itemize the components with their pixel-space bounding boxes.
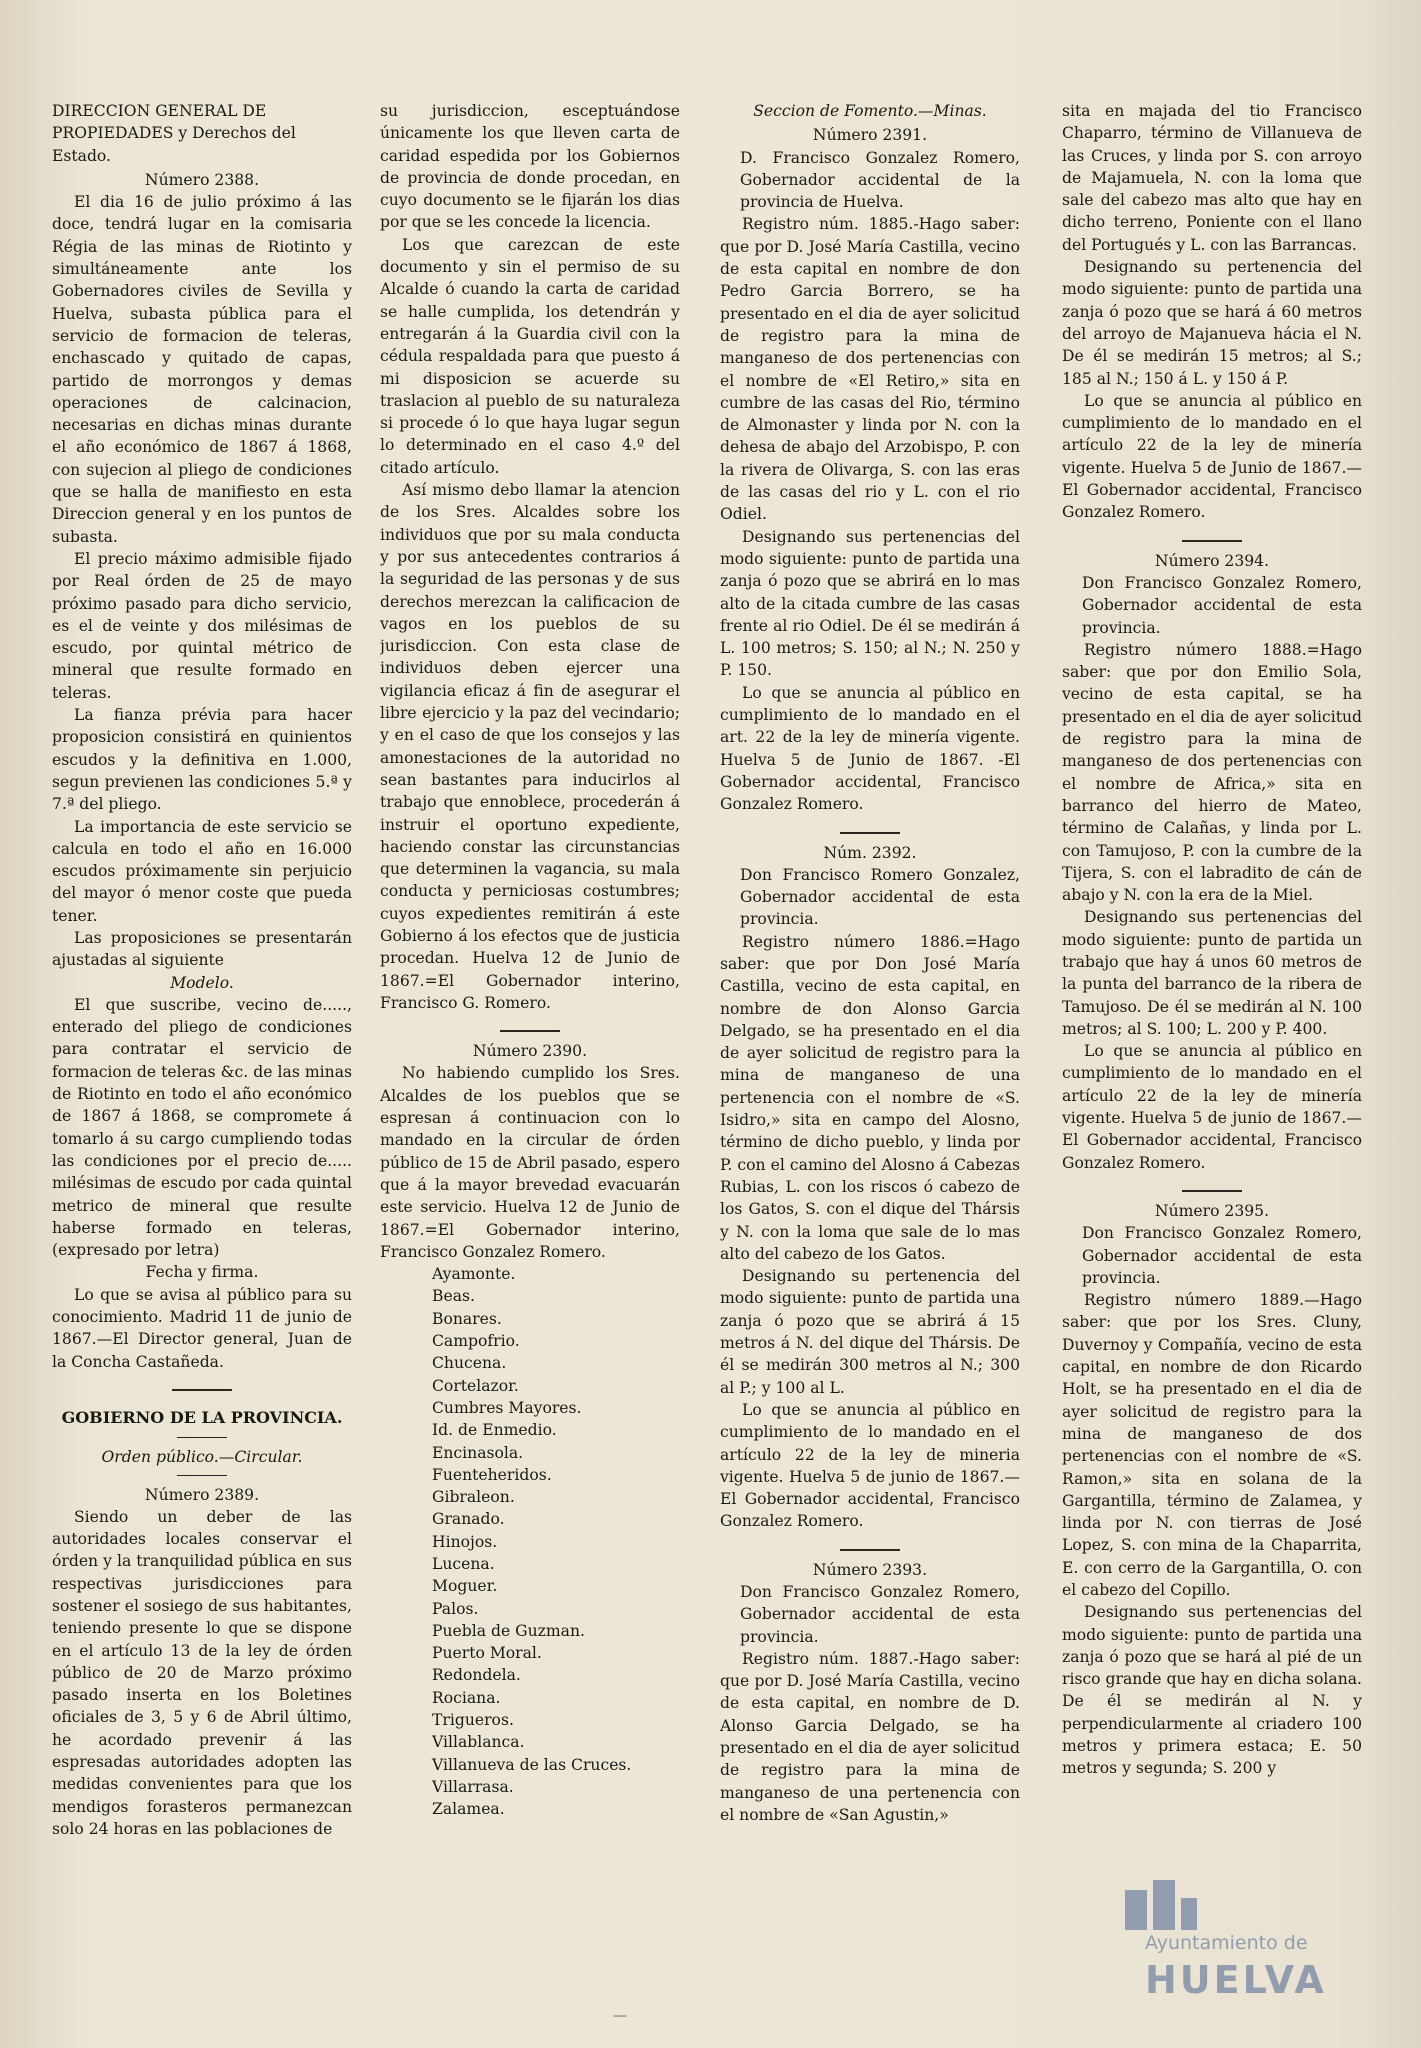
paragraph: Registro núm. 1885.-Hago saber: que por D. José María Castilla, vecino de esta capital en nombre de don Pedro Garcia Borrero, se ha presentado en el dia de ayer solicitud de registro para la mina de manganeso de dos pertenencias con el nombre de «El Retiro,» sita en cumbre de las casas del Rio, término de Almonaster y linda por N. con la dehesa de abajo del Arzobispo, P. con la rivera de Olivarga, S. con las eras de las casas del rio y L. con el rio Odiel. <box>720 215 1020 524</box>
paragraph: Designando sus pertenencias del modo siguiente: punto de partida un trabajo que hay á unos 60 metros de la punta del barranco de la ribera de Tamujoso. De él se medirán al N. 100 metros; al S. 100; L. 200 y P. 400. <box>1062 908 1362 1038</box>
town-item: Redondela. <box>432 1666 521 1685</box>
paragraph: Lo que se anuncia al público en cumplimiento de lo mandado en el art. 22 de la ley de minería vigente. Huelva 5 de Junio de 1867. -El Gobernador accidental, Francisco Gonzalez Romero. <box>720 683 1020 814</box>
city-logo-icon <box>1115 1870 1205 1940</box>
town-item: Puerto Moral. <box>432 1644 542 1663</box>
paragraph: Designando sus pertenencias del modo siguiente: punto de partida una zanja ó pozo que se hará al pié de un risco grande que hay en dicha solana. De él se medirán al N. y perpendicularmente al criadero 100 metros y primera estaca; E. 50 metros y segunda; S. 200 y <box>1062 1603 1362 1778</box>
section-title: GOBIERNO DE LA PROVINCIA. <box>61 1407 343 1427</box>
town-item: Trigueros. <box>432 1711 514 1730</box>
watermark-caption: Ayuntamiento de <box>1145 1932 1308 1954</box>
subsection-title: Seccion de Fomento.—Minas. <box>753 102 987 120</box>
divider <box>500 1030 560 1032</box>
paragraph: La importancia de este servicio se calcula en todo el año en 16.000 escudos próximamente sin perjuicio del mayor ó menor coste que pueda tener. <box>52 817 352 925</box>
town-item: Beas. <box>432 1287 475 1306</box>
town-item: Ayamonte. <box>432 1265 516 1284</box>
paragraph: No habiendo cumplido los Sres. Alcaldes de los pueblos que se espresan á continuacion con lo mandado en la circular de órden público de 15 de Abril pasado, espero que á la mayor brevedad evacuarán este servicio. Huelva 12 de Junio de 1867.=El Gobernador interino, Francisco Gonzalez Romero. <box>380 1064 680 1261</box>
town-item: Chucena. <box>432 1354 507 1373</box>
paragraph: Lo que se anuncia al público en cumplimiento de lo mandado en el artículo 22 de la ley de mineria vigente. Huelva 5 de junio de 1867.—El Gobernador accidental, Francisco Gonzalez Romero. <box>720 1400 1020 1531</box>
paragraph: El dia 16 de julio próximo á las doce, tendrá lugar en la comisaria Régia de las minas de Riotinto y simultáneamente ante los Gobernadores civiles de Sevilla y Huelva, subasta pública para el servicio de formacion de teleras, enchascado y quitado de capas, partido de morrongos y demas operaciones de calcinacion, necesarias en dichas minas durante el año económico de 1867 á 1868, con sujecion al pliego de condiciones que se halla de manifiesto en esta Direccion general y en los puntos de subasta. <box>52 193 352 546</box>
paragraph: Designando su pertenencia del modo siguiente: punto de partida una zanja ó pozo que se hará á 60 metros del arroyo de Majanueva hácia el N. De él se medirán 15 metros; al S.; 185 al N.; 150 á L. y 150 á P. <box>1062 258 1362 388</box>
paragraph: Registro núm. 1887.-Hago saber: que por D. José María Castilla, vecino de esta capital, en nombre de D. Alonso Garcia Delgado, se ha presentado en el dia de ayer solicitud de registro para la mina de manganeso de una pertenencia con el nombre de «San Agustin,» <box>720 1649 1020 1824</box>
divider <box>840 832 900 834</box>
town-item: Rociana. <box>432 1688 501 1707</box>
notice-number: Número 2394. <box>1154 551 1270 570</box>
town-item: Cumbres Mayores. <box>432 1398 582 1417</box>
notice-number: Núm. 2392. <box>823 843 917 862</box>
town-item: Puebla de Guzman. <box>432 1621 585 1640</box>
notice-number: Número 2393. <box>812 1560 928 1579</box>
archive-watermark <box>1115 1870 1385 2010</box>
divider <box>840 1549 900 1551</box>
paragraph: Los que carezcan de este documento y sin el permiso de su Alcalde ó cuando la carta de caridad se halle cumplida, los detendrán y entregarán á la Guardia civil con la cédula respaldada para que puesto á mi disposicion se acuerde su traslacion al pueblo de su naturaleza si procede ó lo que haya lugar segun lo determinado en el caso 4.º del citado artículo. <box>380 235 680 477</box>
column-2 <box>380 100 680 1975</box>
column-3 <box>720 100 1020 1975</box>
column-1 <box>52 100 352 1975</box>
town-item: Campofrio. <box>432 1332 520 1351</box>
governor-line: Don Francisco Gonzalez Romero, Gobernador accidental de esta provincia. <box>1082 573 1362 637</box>
town-item: Villarrasa. <box>432 1777 514 1796</box>
divider <box>172 1389 232 1391</box>
watermark-name: HUELVA <box>1145 1958 1327 2002</box>
paragraph: El precio máximo admisible fijado por Real órden de 25 de mayo próximo pasado para dicho servicio, es el de veinte y dos milésimas de escudo, por quintal métrico de mineral que resulte formado en teleras. <box>52 549 352 702</box>
paragraph: sita en majada del tio Francisco Chaparro, término de Villanueva de las Cruces, y linda por S. con arroyo de Majamuela, N. con la loma que sale del cabezo mas alto que hay en dicho terreno, Poniente con el llano del Portugués y L. con las Barrancas. <box>1062 102 1362 254</box>
paragraph: Designando su pertenencia del modo siguiente: punto de partida una zanja ó pozo que se abrirá á 15 metros á N. del dique del Thársis. De él se medirán 300 metros al N.; 300 al P.; y 100 al L. <box>720 1267 1020 1397</box>
town-item: Encinasola. <box>432 1443 524 1462</box>
paragraph: La fianza prévia para hacer proposicion consistirá en quinientos escudos y la definitiva en 1.000, segun previenen las condiciones 5.ª y 7.ª del pliego. <box>52 706 352 814</box>
town-item: Fuenteheridos. <box>432 1465 552 1484</box>
paragraph: Lo que se anuncia al público en cumplimiento de lo mandado en el artículo 22 de la ley de minería vigente. Huelva 5 de Junio de 1867.—El Gobernador accidental, Francisco Gonzalez Romero. <box>1062 391 1362 522</box>
page-footer-mark: — <box>613 2008 627 2024</box>
town-item: Id. de Enmedio. <box>432 1421 557 1440</box>
town-item: Zalamea. <box>432 1800 505 1819</box>
divider <box>1182 1190 1242 1192</box>
notice-number: Número 2395. <box>1154 1201 1270 1220</box>
town-item: Palos. <box>432 1599 479 1618</box>
town-list <box>380 1263 680 1820</box>
governor-line: Don Francisco Gonzalez Romero, Gobernador accidental de esta provincia. <box>740 1583 1020 1646</box>
town-item: Villablanca. <box>432 1733 525 1752</box>
notice-number: Número 2388. <box>144 170 260 189</box>
subsection-title: Orden público.—Circular. <box>101 1448 303 1467</box>
signature-line: Fecha y firma. <box>145 1263 259 1282</box>
town-item: Granado. <box>432 1510 505 1529</box>
notice-number: Número 2389. <box>144 1485 260 1504</box>
town-item: Bonares. <box>432 1309 502 1328</box>
model-heading: Modelo. <box>170 973 234 992</box>
section-header: DIRECCION GENERAL DE PROPIEDADES y Derechos del Estado. <box>52 102 296 165</box>
town-item: Lucena. <box>432 1555 495 1573</box>
paragraph: Así mismo debo llamar la atencion de los Sres. Alcaldes sobre los individuos que por su mala conducta y por sus antecedentes contrarios á la seguridad de las personas y de sus derechos merezcan la calificacion de vagos en los pueblos de su jurisdiccion. Con esta clase de individuos deben ejercer una vigilancia eficaz á fin de asegurar el libre ejercicio y la paz del vecindario; y en el caso de que los consejos y las amonestaciones de la autoridad no sean bastantes para inducirlos al trabajo que ennoblece, procederán á instruir el oportuno expediente, haciendo constar las circunstancias que determinen la vagancia, su mala conducta y perniciosas costumbres; cuyos expedientes remitirán á este Gobierno á los efectos que de justicia procedan. Huelva 12 de Junio de 1867.=El Gobernador interino, Francisco G. Romero. <box>380 481 680 1012</box>
paragraph: Lo que se avisa al público para su conocimiento. Madrid 11 de junio de 1867.—El Director general, Juan de la Concha Castañeda. <box>52 1285 352 1371</box>
governor-line: Don Francisco Romero Gonzalez, Gobernador accidental de esta provincia. <box>740 865 1020 929</box>
paragraph: Registro número 1889.—Hago saber: que por los Sres. Cluny, Duvernoy y Compañía, vecino de esta capital, en nombre de don Ricardo Holt, se ha presentado en el dia de ayer solicitud de registro para la mina de manganeso de dos pertenencias con el nombre de «S. Ramon,» sita en solana de la Gargantilla, término de Zalamea, y linda por N. con tierras de José Lopez, S. con mina de la Chaparrita, E. con cerro de la Gargantilla, O. con el cabezo del Copillo. <box>1062 1291 1362 1599</box>
governor-line: D. Francisco Gonzalez Romero, Gobernador accidental de la provincia de Huelva. <box>740 148 1020 212</box>
paragraph: Registro número 1888.=Hago saber: que por don Emilio Sola, vecino de esta capital, se ha presentado en el dia de ayer solicitud de registro para la mina de manganeso de dos pertenencias con el nombre de Africa,» sita en barranco del hierro de Mateo, término de Calañas, y linda por L. con Tamujoso, P. con la cumbre de la Tijera, S. con el labradito de cán de abajo y N. con la era de la Miel. <box>1062 640 1362 905</box>
divider <box>1182 540 1242 542</box>
town-item: Villanueva de las Cruces. <box>432 1755 632 1774</box>
paragraph: Registro número 1886.=Hago saber: que por Don José María Castilla, vecino de esta capital, en nombre de don Alonso Garcia Delgado, se ha presentado en el dia de ayer solicitud de registro para la mina de manganeso de una pertenencia con el nombre de «S. Isidro,» sita en campo del Alosno, término de dicho pueblo, y linda por P. con el camino del Alosno á Cabezas Rubias, L. con los riscos ó cabezo de los Gatos, S. con el dique del Thársis y N. con la loma que sale de lo mas alto del cabezo de los Gatos. <box>720 932 1020 1263</box>
divider <box>177 1437 227 1438</box>
paragraph: su jurisdiccion, esceptuándose únicamente los que lleven carta de caridad espedida por los Gobiernos de provincia de donde procedan, en cuyo documento se le fijarán los dias por que se les concede la licencia. <box>380 102 680 232</box>
paragraph: Siendo un deber de las autoridades locales conservar el órden y la tranquilidad pública en sus respectivas jurisdicciones para sostener el sosiego de sus habitantes, teniendo presente lo que se dispone en el artículo 13 de la ley de órden público de 20 de Marzo próximo pasado inserta en los Boletines oficiales de 3, 5 y 6 de Abril último, he acordado prevenir á las espresadas autoridades adopten las medidas convenientes para que los mendigos forasteros permanezcan solo 24 horas en las poblaciones de <box>52 1507 352 1838</box>
paragraph: Las proposiciones se presentarán ajustadas al siguiente <box>52 928 352 970</box>
paragraph: Designando sus pertenencias del modo siguiente: punto de partida una zanja ó pozo que se abrirá en lo mas alto de la citada cumbre de las casas frente al rio Odiel. De él se medirán á L. 100 metros; S. 150; al N.; N. 250 y P. 150. <box>720 527 1020 680</box>
divider <box>177 1475 227 1476</box>
notice-number: Número 2391. <box>812 126 928 145</box>
town-item: Gibraleon. <box>432 1488 515 1507</box>
paragraph: Lo que se anuncia al público en cumplimiento de lo mandado en el artículo 22 de la ley de minería vigente. Huelva 5 de junio de 1867.—El Gobernador accidental, Francisco Gonzalez Romero. <box>1062 1042 1362 1172</box>
town-item: Cortelazor. <box>432 1376 519 1395</box>
town-item: Hinojos. <box>432 1532 498 1551</box>
notice-number: Número 2390. <box>472 1042 588 1061</box>
column-4 <box>1062 100 1362 1975</box>
paragraph: El que suscribe, vecino de....., enterado del pliego de condiciones para contratar el servicio de formacion de teleras &c. de las minas de Riotinto en todo el año económico de 1867 á 1868, se compromete á tomarlo á su cargo cumpliendo todas las condiciones por el precio de..... milésimas de escudo por cada quintal metrico de mineral que resulte haberse formado en teleras, (expresado por letra) <box>52 995 352 1260</box>
town-item: Moguer. <box>432 1577 498 1596</box>
governor-line: Don Francisco Gonzalez Romero, Gobernador accidental de esta provincia. <box>1082 1224 1362 1287</box>
